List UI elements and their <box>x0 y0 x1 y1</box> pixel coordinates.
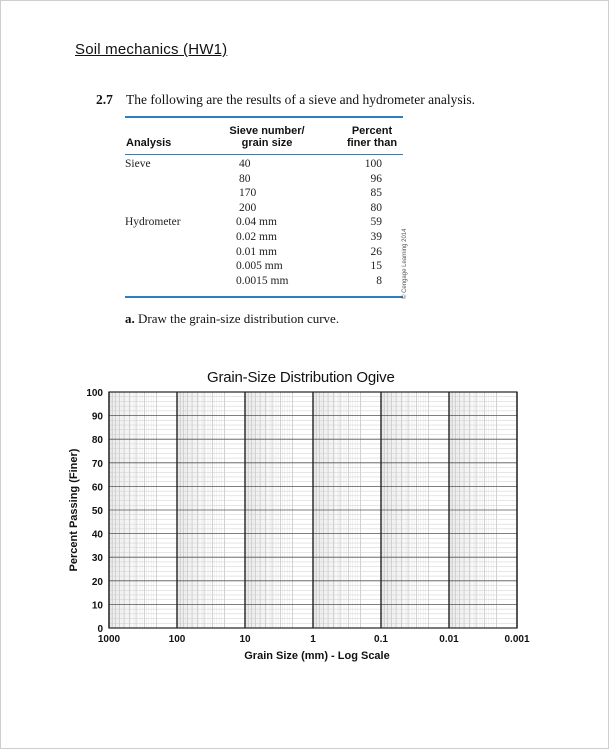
x-tick-label: 1000 <box>97 634 121 645</box>
header-pct-line1: Percent <box>351 125 393 137</box>
row-grain-size: 0.01 mm <box>236 245 277 258</box>
x-tick-label: 100 <box>168 634 186 645</box>
row-percent-finer: 59 <box>370 216 382 229</box>
y-tick-label: 0 <box>97 624 103 635</box>
problem-number: 2.7 <box>96 92 113 107</box>
part-a-text: Draw the grain-size distribution curve. <box>138 311 340 326</box>
row-percent-finer: 26 <box>370 245 382 258</box>
header-pct-line2: finer than <box>346 137 398 149</box>
row-grain-size: 170 <box>239 187 257 200</box>
row-percent-finer: 80 <box>370 201 382 214</box>
x-tick-label: 10 <box>239 634 251 645</box>
row-grain-size: 0.005 mm <box>236 260 283 273</box>
y-tick-label: 40 <box>91 529 103 541</box>
y-axis-title: Percent Passing (Finer) <box>68 448 80 572</box>
header-analysis: Analysis <box>126 137 172 149</box>
y-tick-label: 80 <box>91 435 103 447</box>
row-grain-size: 0.0015 mm <box>236 274 289 287</box>
row-percent-finer: 96 <box>370 172 382 185</box>
grain-size-chart <box>1 1 609 750</box>
row-grain-size: 80 <box>239 172 251 185</box>
row-grain-size: 0.04 mm <box>236 216 277 229</box>
y-tick-label: 100 <box>86 388 103 399</box>
part-a-label: a. <box>125 311 135 326</box>
y-tick-label: 10 <box>91 600 103 612</box>
row-grain-size: 40 <box>239 158 251 170</box>
y-tick-label: 20 <box>91 576 103 588</box>
x-tick-label: 0.001 <box>504 634 530 645</box>
x-tick-label: 1 <box>310 634 316 645</box>
row-percent-finer: 100 <box>364 158 382 170</box>
row-percent-finer: 85 <box>370 187 382 200</box>
x-tick-label: 0.1 <box>374 634 388 645</box>
document-title: Soil mechanics (HW1) <box>75 41 228 58</box>
row-percent-finer: 39 <box>370 231 382 243</box>
y-tick-label: 90 <box>91 411 103 423</box>
y-tick-label: 60 <box>91 482 103 494</box>
row-percent-finer: 8 <box>376 274 382 287</box>
row-analysis: Sieve <box>125 158 151 170</box>
x-tick-label: 0.01 <box>439 634 459 645</box>
copyright-notice: © Cengage Learning 2014 <box>402 228 408 299</box>
header-sieve-line1: Sieve number/ <box>229 125 305 137</box>
x-axis-title: Grain Size (mm) - Log Scale <box>244 650 390 662</box>
y-tick-label: 70 <box>91 458 103 470</box>
header-sieve-line2: grain size <box>241 137 293 149</box>
row-analysis: Hydrometer <box>125 216 181 229</box>
chart-title: Grain-Size Distribution Ogive <box>207 369 395 386</box>
y-tick-label: 30 <box>91 553 103 565</box>
row-percent-finer: 15 <box>370 260 382 273</box>
problem-text: The following are the results of a sieve and hydrometer analysis. <box>126 92 476 107</box>
row-grain-size: 0.02 mm <box>236 231 277 243</box>
row-grain-size: 200 <box>239 201 257 214</box>
y-tick-label: 50 <box>91 506 103 517</box>
